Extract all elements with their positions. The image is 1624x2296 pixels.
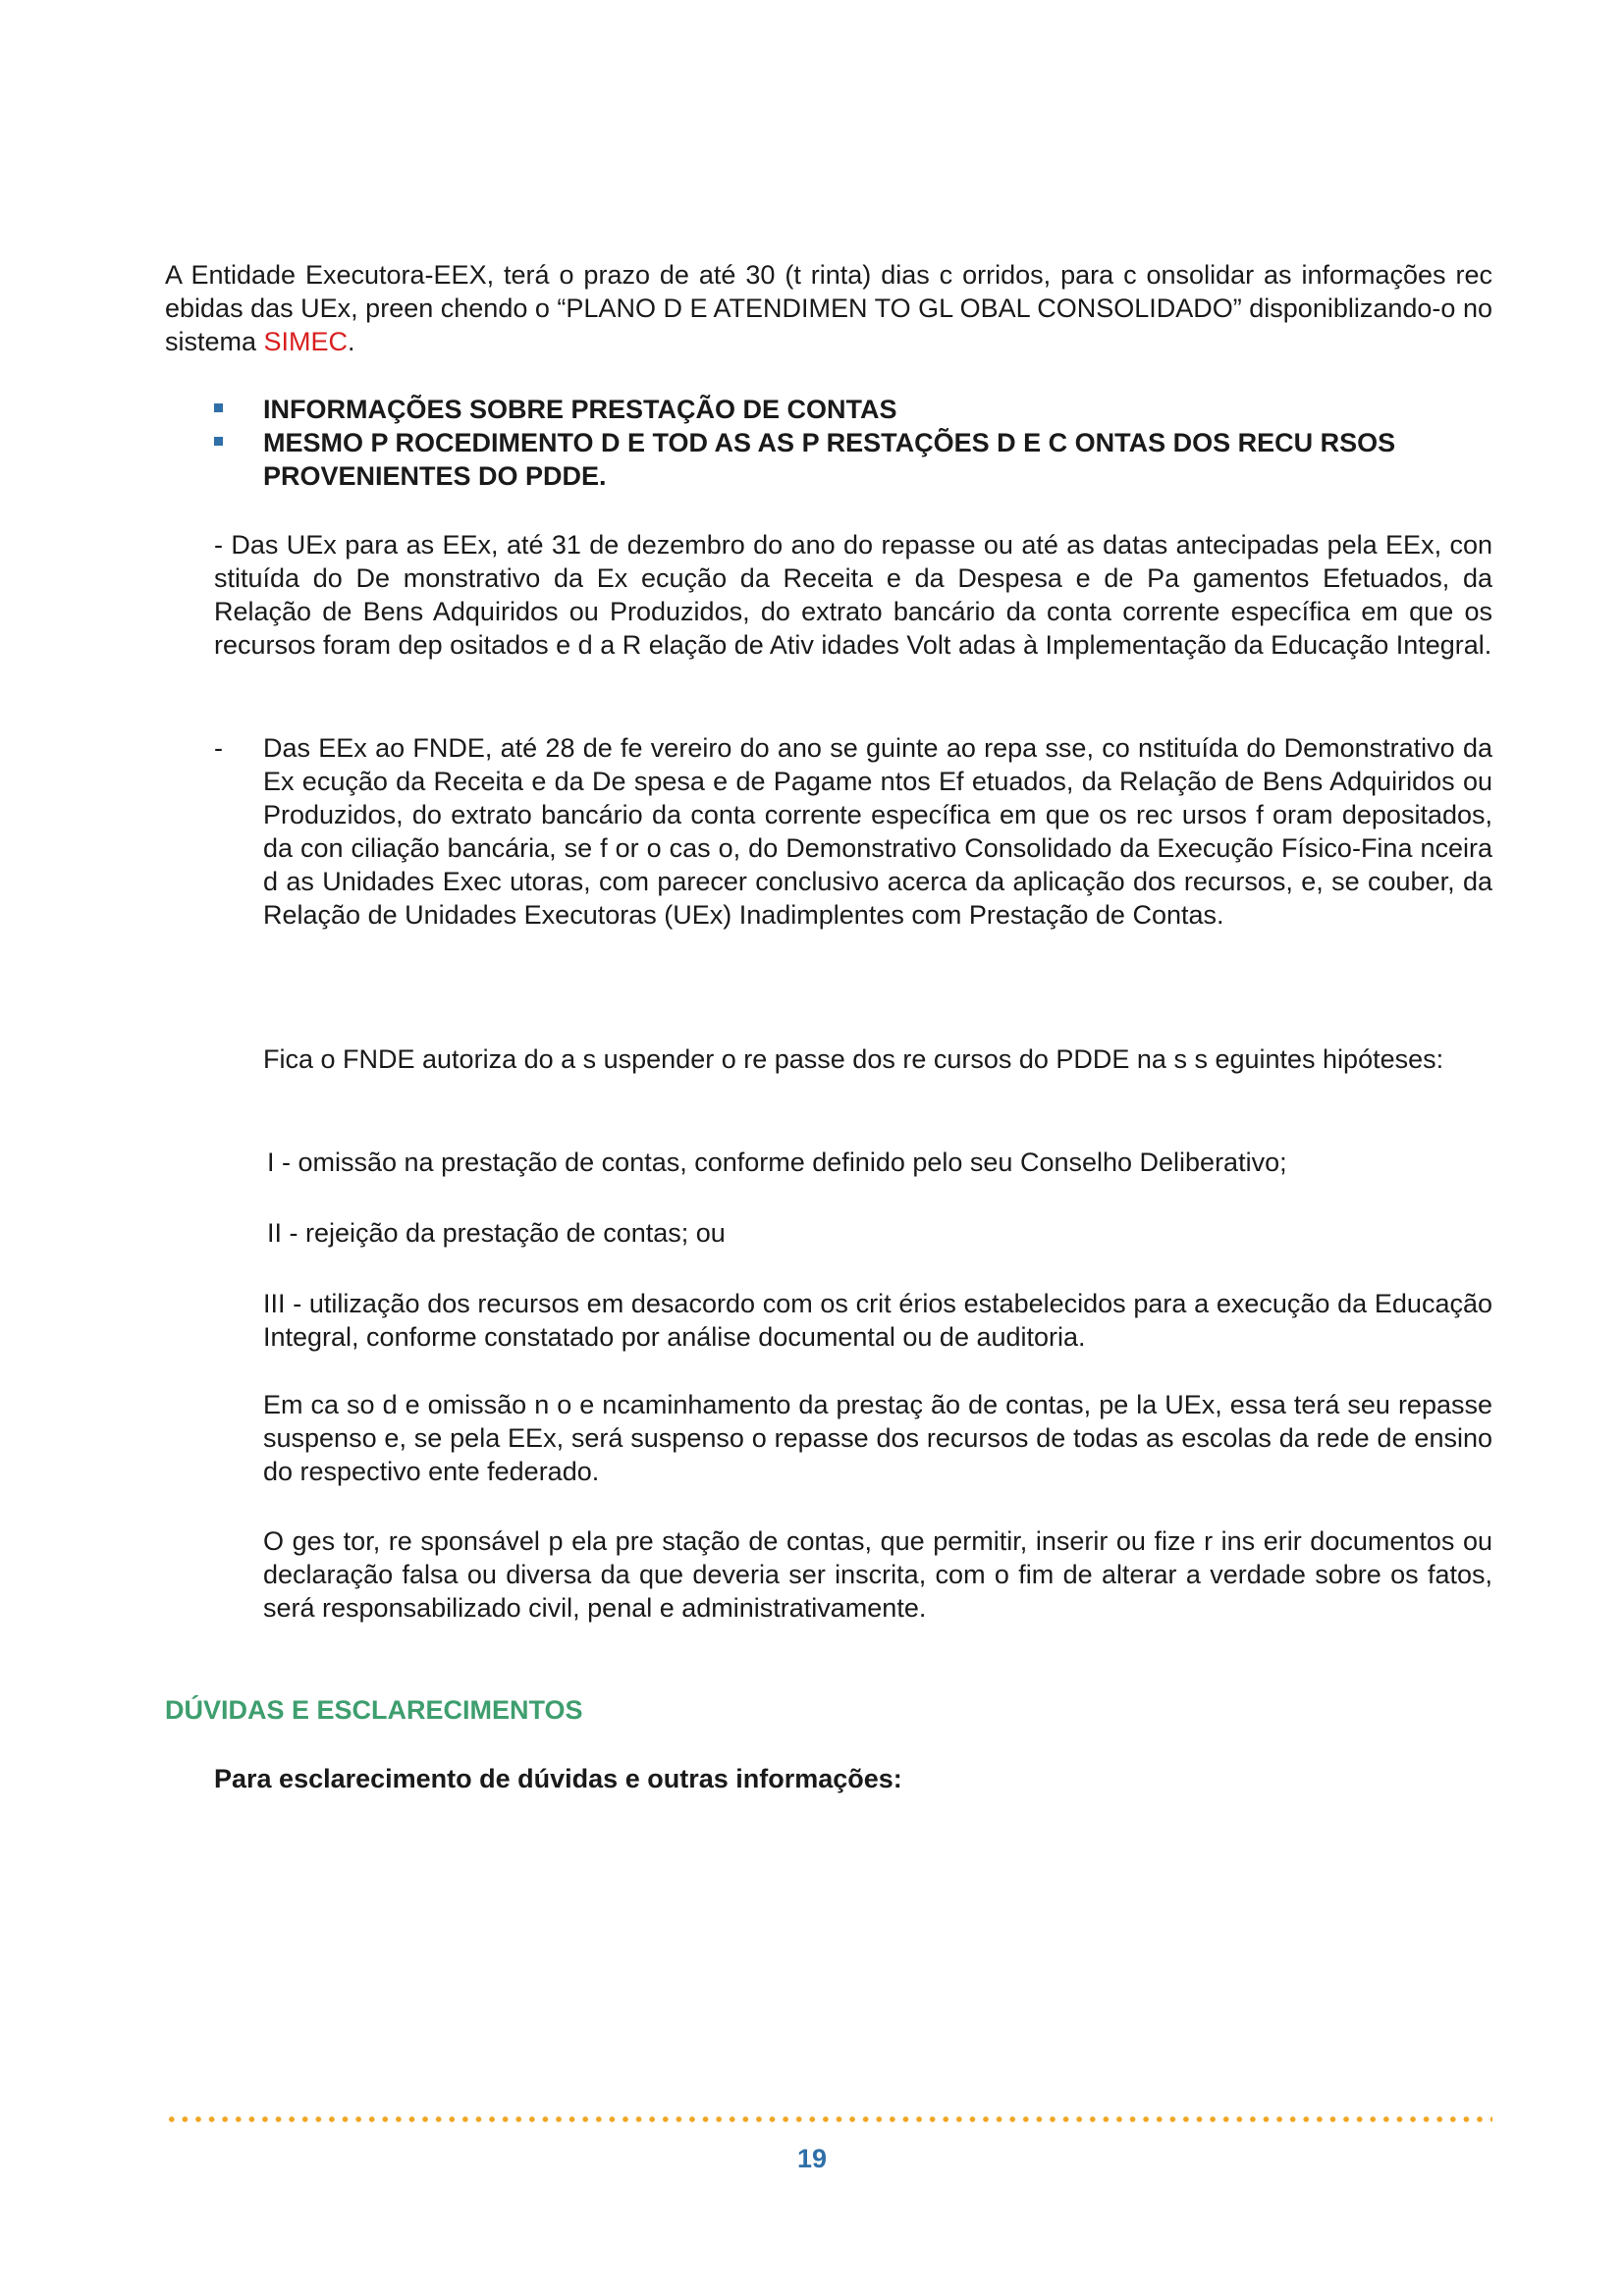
intro-paragraph xyxy=(165,258,1492,358)
paragraph-eex: Das EEx ao FNDE, até 28 de fe vereiro do ano se guinte ao repa sse, co nstituída do Demonstrativo da Ex ecução da Receita e da De spesa e de Pagame ntos Ef etuados, da Relação de Bens Adquiridos ou Produzidos, do extrato bancário da conta corrente específica em que os rec ursos f oram depositados, da con ciliação bancária, se f or o cas o, do Demonstrativo Consolidado da Execução Físico-Fina nceira d as Unidades Exec utoras, com parecer conclusivo acerca da aplicação dos recursos, e, se couber, da Relação de Unidades Executoras (UEx) Inadimplentes com Prestação de Contas. xyxy=(263,733,1492,930)
contact-line: Para esclarecimento de dúvidas e outras informações: xyxy=(214,1764,902,1793)
paragraph-uex: - Das UEx para as EEx, até 31 de dezembro do ano do repasse ou até as datas antecipadas pela EEx, con stituída do De monstrativo da Ex ecução da Receita e da Despesa e de Pa gamentos Efetuados, da Relação de Bens Adquiridos ou Produzidos, do extrato bancário da conta corrente específica em que os recursos foram dep ositados e d a R elação de Ativ idades Volt adas à Implementação da Educação Integral. xyxy=(214,530,1492,660)
hypothesis-item-2: II - rejeição da prestação de contas; ou xyxy=(267,1218,726,1248)
section-title-duvidas: DÚVIDAS E ESCLARECIMENTOS xyxy=(165,1695,583,1725)
paragraph-gestor: O ges tor, re sponsável p ela pre stação de contas, que permitir, inserir ou fize r ins erir documentos ou declaração falsa ou diversa da que deveria ser inscrita, com o fim de alterar a verdade sobre os fatos, será responsabilizado civil, penal e administrativamente. xyxy=(263,1526,1492,1623)
bullet-item-procedimento: MESMO P ROCEDIMENTO D E TOD AS AS P RESTAÇÕES D E C ONTAS DOS RECU RSOS PROVENIENTES DO PDDE. xyxy=(214,426,1492,493)
intro-text: A Entidade Executora-EEX, terá o prazo de até 30 (t rinta) dias c orridos, para c onsolidar as informações rec ebidas das UEx, preen chendo o “PLANO D E ATENDIMEN TO GL OBAL CONSOLIDADO” disponiblizando-o no sistema xyxy=(165,260,1492,356)
bullet-list xyxy=(214,393,1492,493)
hypothesis-item-1: I - omissão na prestação de contas, conforme definido pelo seu Conselho Deliberativo; xyxy=(267,1148,1287,1177)
intro-end: . xyxy=(348,327,355,356)
list-dash: - xyxy=(214,733,223,763)
page-number: 19 xyxy=(796,2144,828,2173)
paragraph-fnde: Fica o FNDE autoriza do a s uspender o re passe dos re cursos do PDDE na s s eguintes hipóteses: xyxy=(263,1044,1444,1074)
bullet-item-prestacao: INFORMAÇÕES SOBRE PRESTAÇÃO DE CONTAS xyxy=(214,393,1492,426)
paragraph-omissao: Em ca so d e omissão n o e ncaminhamento da prestaç ão de contas, pe la UEx, essa terá seu repasse suspenso e, se pela EEx, será suspenso o repasse dos recursos de todas as escolas da rede de ensino do respectivo ente federado. xyxy=(263,1390,1492,1486)
footer-dotted-rule xyxy=(165,2115,1492,2123)
simec-highlight: SIMEC xyxy=(263,327,349,356)
hypothesis-item-3: III - utilização dos recursos em desacordo com os crit érios estabelecidos para a execução da Educação Integral, conforme constatado por análise documental ou de auditoria. xyxy=(263,1289,1492,1352)
